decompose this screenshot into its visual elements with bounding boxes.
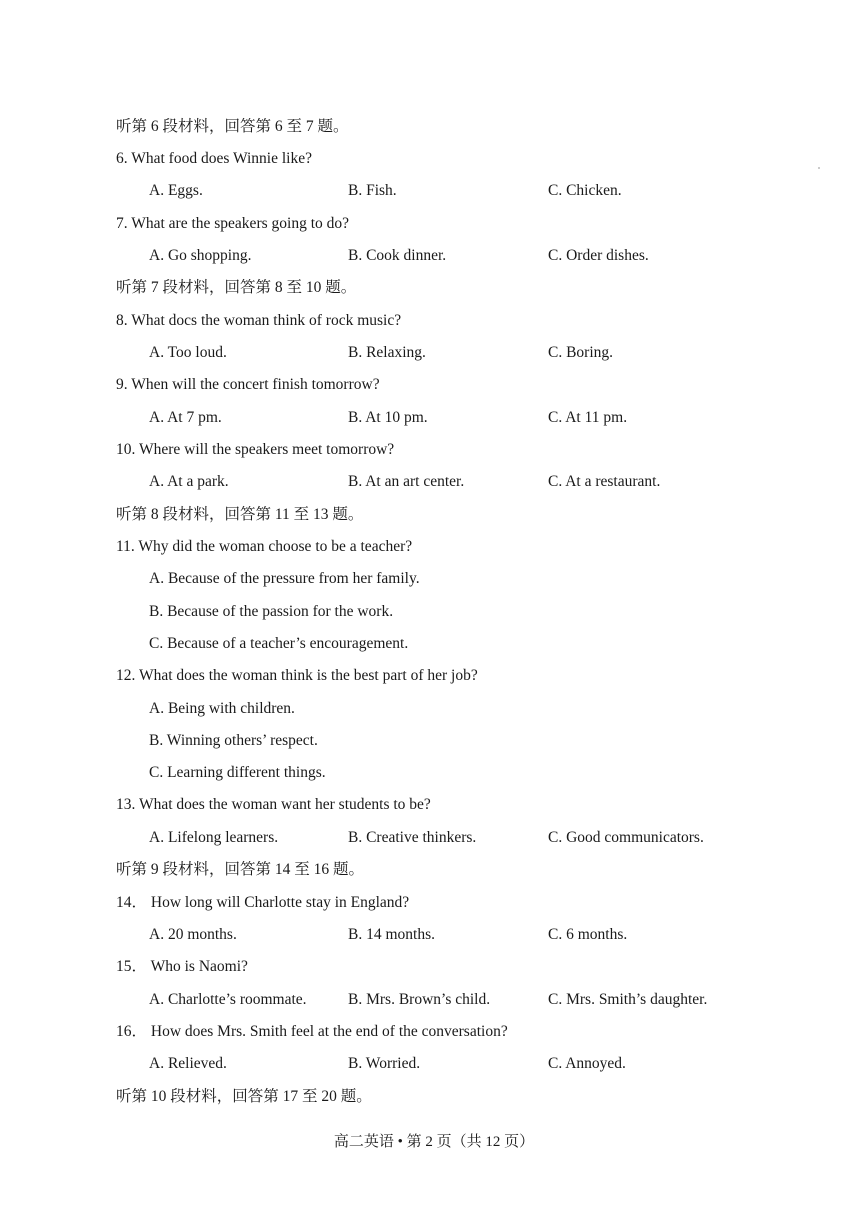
question-16: 16． How does Mrs. Smith feel at the end of the conversation? (116, 1023, 508, 1040)
option-b: B. At 10 pm. (348, 409, 428, 426)
option-c: C. Because of a teacher’s encouragement. (149, 635, 409, 652)
section-heading: 听第 8 段材料，回答第 11 至 13 题。 (116, 506, 364, 523)
option-c: C. Learning different things. (149, 764, 326, 781)
options-row (0, 181, 868, 201)
option-c: C. Mrs. Smith’s daughter. (548, 991, 708, 1008)
page-footer: 高二英语 • 第 2 页（共 12 页） (333, 1134, 535, 1150)
option-c: C. At 11 pm. (548, 409, 628, 426)
question-6: 6. What food does Winnie like? (116, 150, 312, 167)
option-b: B. Because of the passion for the work. (149, 603, 394, 620)
option-c: C. Boring. (548, 344, 614, 361)
option-a: A. At 7 pm. (149, 409, 222, 426)
option-b: B. Cook dinner. (348, 247, 447, 264)
option-a: A. Being with children. (149, 700, 295, 717)
section-heading: 听第 6 段材料，回答第 6 至 7 题。 (116, 118, 349, 135)
option-c: C. Chicken. (548, 182, 622, 199)
option-a: A. Lifelong learners. (149, 829, 279, 846)
section-heading: 听第 10 段材料，回答第 17 至 20 题。 (116, 1088, 372, 1105)
question-11: 11. Why did the woman choose to be a teacher? (116, 538, 413, 555)
option-a: A. Eggs. (149, 182, 203, 199)
option-a: A. Too loud. (149, 344, 227, 361)
option-a: A. At a park. (149, 473, 229, 490)
option-c: C. Good communicators. (548, 829, 704, 846)
question-13: 13. What does the woman want her students to be? (116, 796, 431, 813)
option-b: B. 14 months. (348, 926, 435, 943)
question-9: 9. When will the concert finish tomorrow? (116, 376, 380, 393)
option-a: A. Go shopping. (149, 247, 252, 264)
option-b: B. Fish. (348, 182, 397, 199)
question-7: 7. What are the speakers going to do? (116, 215, 349, 232)
question-10: 10. Where will the speakers meet tomorrow? (116, 441, 395, 458)
options-row (0, 1054, 868, 1074)
option-c: C. Annoyed. (548, 1055, 626, 1072)
option-a: A. Relieved. (149, 1055, 227, 1072)
question-8: 8. What docs the woman think of rock music? (116, 312, 402, 329)
option-a: A. Because of the pressure from her family. (149, 570, 420, 587)
section-heading: 听第 9 段材料，回答第 14 至 16 题。 (116, 861, 365, 878)
question-14: 14． How long will Charlotte stay in England? (116, 894, 410, 911)
option-a: A. 20 months. (149, 926, 237, 943)
question-12: 12. What does the woman think is the best part of her job? (116, 667, 478, 684)
options-row (0, 990, 868, 1010)
option-c: C. 6 months. (548, 926, 628, 943)
scan-speck (818, 167, 820, 169)
option-b: B. Winning others’ respect. (149, 732, 318, 749)
option-b: B. At an art center. (348, 473, 465, 490)
option-b: B. Worried. (348, 1055, 421, 1072)
options-row (0, 343, 868, 363)
options-row (0, 925, 868, 945)
option-c: C. At a restaurant. (548, 473, 661, 490)
options-row (0, 472, 868, 492)
options-row (0, 828, 868, 848)
options-row (0, 246, 868, 266)
section-heading: 听第 7 段材料，回答第 8 至 10 题。 (116, 279, 357, 296)
options-row (0, 408, 868, 428)
option-c: C. Order dishes. (548, 247, 649, 264)
question-15: 15． Who is Naomi? (116, 958, 248, 975)
option-b: B. Creative thinkers. (348, 829, 477, 846)
option-b: B. Relaxing. (348, 344, 426, 361)
option-a: A. Charlotte’s roommate. (149, 991, 307, 1008)
option-b: B. Mrs. Brown’s child. (348, 991, 491, 1008)
